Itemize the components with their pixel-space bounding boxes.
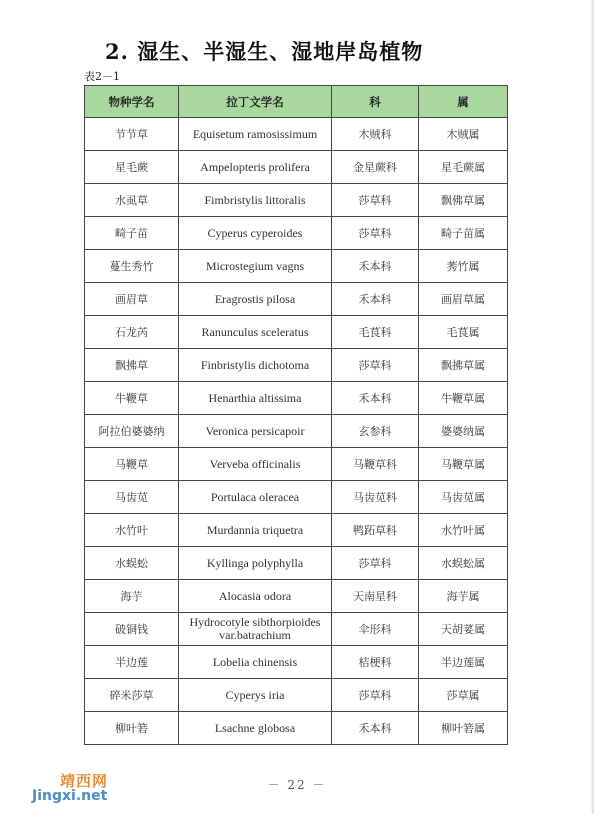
family-cell: 马齿苋科 [332,481,419,514]
species-name-cell: 柳叶箬 [85,712,179,745]
plant-table [84,85,508,745]
genus-cell: 画眉草属 [419,283,508,316]
latin-name-cell: Kyllinga polyphylla [179,547,332,580]
species-name-cell: 破铜钱 [85,613,179,646]
table-row [85,679,508,712]
table-row [85,283,508,316]
species-name-cell: 畸子苗 [85,217,179,250]
genus-cell: 水蜈蚣属 [419,547,508,580]
latin-name-cell: Murdannia triquetra [179,514,332,547]
family-cell: 毛茛科 [332,316,419,349]
table-label: 表2－1 [84,70,120,83]
latin-name-cell: Lobelia chinensis [179,646,332,679]
header-genus: 属 [419,86,508,118]
table-row [85,514,508,547]
genus-cell: 马鞭草属 [419,448,508,481]
latin-name-cell: Eragrostis pilosa [179,283,332,316]
latin-name-cell: Cyperus cyperoides [179,217,332,250]
species-name-cell: 半边莲 [85,646,179,679]
watermark-url: Jingxi.net [32,788,108,804]
family-cell: 莎草科 [332,547,419,580]
latin-name-cell: Ampelopteris prolifera [179,151,332,184]
genus-cell: 半边莲属 [419,646,508,679]
latin-name-cell: Portulaca oleracea [179,481,332,514]
family-cell: 玄参科 [332,415,419,448]
genus-cell: 马齿苋属 [419,481,508,514]
family-cell: 木贼科 [332,118,419,151]
latin-name-cell: Microstegium vagns [179,250,332,283]
species-name-cell: 画眉草 [85,283,179,316]
latin-name-cell: Equisetum ramosissimum [179,118,332,151]
family-cell: 禾本科 [332,382,419,415]
genus-cell: 莎草属 [419,679,508,712]
genus-cell: 飘佛草属 [419,184,508,217]
table-row [85,580,508,613]
genus-cell: 毛茛属 [419,316,508,349]
genus-cell: 婆婆纳属 [419,415,508,448]
watermark [30,770,120,808]
species-name-cell: 石龙芮 [85,316,179,349]
genus-cell: 海芋属 [419,580,508,613]
genus-cell: 木贼属 [419,118,508,151]
genus-cell: 莠竹属 [419,250,508,283]
page-number: － 22 － [267,778,327,792]
species-name-cell: 水虱草 [85,184,179,217]
family-cell: 马鞭草科 [332,448,419,481]
genus-cell: 畸子苗属 [419,217,508,250]
species-name-cell: 马鞭草 [85,448,179,481]
header-family: 科 [332,86,419,118]
latin-name-cell: Lsachne globosa [179,712,332,745]
table-row [85,316,508,349]
latin-name-cell: Finbristylis dichotoma [179,349,332,382]
header-species-name: 物种学名 [85,86,179,118]
family-cell: 伞形科 [332,613,419,646]
species-name-cell: 蔓生秀竹 [85,250,179,283]
table-row [85,349,508,382]
family-cell: 金星蕨科 [332,151,419,184]
species-name-cell: 水蜈蚣 [85,547,179,580]
family-cell: 莎草科 [332,349,419,382]
table-row [85,712,508,745]
genus-cell: 牛鞭草属 [419,382,508,415]
latin-name-cell: Ranunculus sceleratus [179,316,332,349]
family-cell: 莎草科 [332,679,419,712]
table-row [85,151,508,184]
table-row [85,184,508,217]
latin-name-cell: Cyperys iria [179,679,332,712]
species-name-cell: 海芋 [85,580,179,613]
table-row [85,217,508,250]
genus-cell: 飘拂草属 [419,349,508,382]
species-name-cell: 星毛蕨 [85,151,179,184]
page-edge-shadow [590,0,594,814]
table-body [85,118,508,745]
table-row [85,547,508,580]
family-cell: 莎草科 [332,217,419,250]
genus-cell: 天胡荽属 [419,613,508,646]
latin-name-cell: Veronica persicapoir [179,415,332,448]
family-cell: 禾本科 [332,283,419,316]
species-name-cell: 水竹叶 [85,514,179,547]
watermark-chinese: 靖西网 [60,772,109,790]
species-name-cell: 节节草 [85,118,179,151]
species-name-cell: 马齿苋 [85,481,179,514]
table-row [85,448,508,481]
table-row [85,646,508,679]
table-row [85,250,508,283]
species-name-cell: 碎米莎草 [85,679,179,712]
latin-name-cell: Alocasia odora [179,580,332,613]
family-cell: 天南星科 [332,580,419,613]
genus-cell: 星毛蕨属 [419,151,508,184]
latin-name-cell: Hydrocotyle sibthorpioides var.batrachium [179,613,332,646]
latin-name-cell: Verveba officinalis [179,448,332,481]
species-name-cell: 飘拂草 [85,349,179,382]
table-row [85,613,508,646]
latin-name-cell: Fimbristylis littoralis [179,184,332,217]
family-cell: 桔梗科 [332,646,419,679]
table-row [85,415,508,448]
header-latin-name: 拉丁文学名 [179,86,332,118]
family-cell: 禾本科 [332,250,419,283]
family-cell: 鸭跖草科 [332,514,419,547]
species-name-cell: 牛鞭草 [85,382,179,415]
species-name-cell: 阿拉伯婆婆纳 [85,415,179,448]
family-cell: 莎草科 [332,184,419,217]
table-row [85,382,508,415]
page-title: 2. 湿生、半湿生、湿地岸岛植物 [105,39,424,64]
latin-name-cell: Henarthia altissima [179,382,332,415]
family-cell: 禾本科 [332,712,419,745]
table-row [85,118,508,151]
table-header-row [85,86,508,118]
table-row [85,481,508,514]
genus-cell: 柳叶箬属 [419,712,508,745]
genus-cell: 水竹叶属 [419,514,508,547]
